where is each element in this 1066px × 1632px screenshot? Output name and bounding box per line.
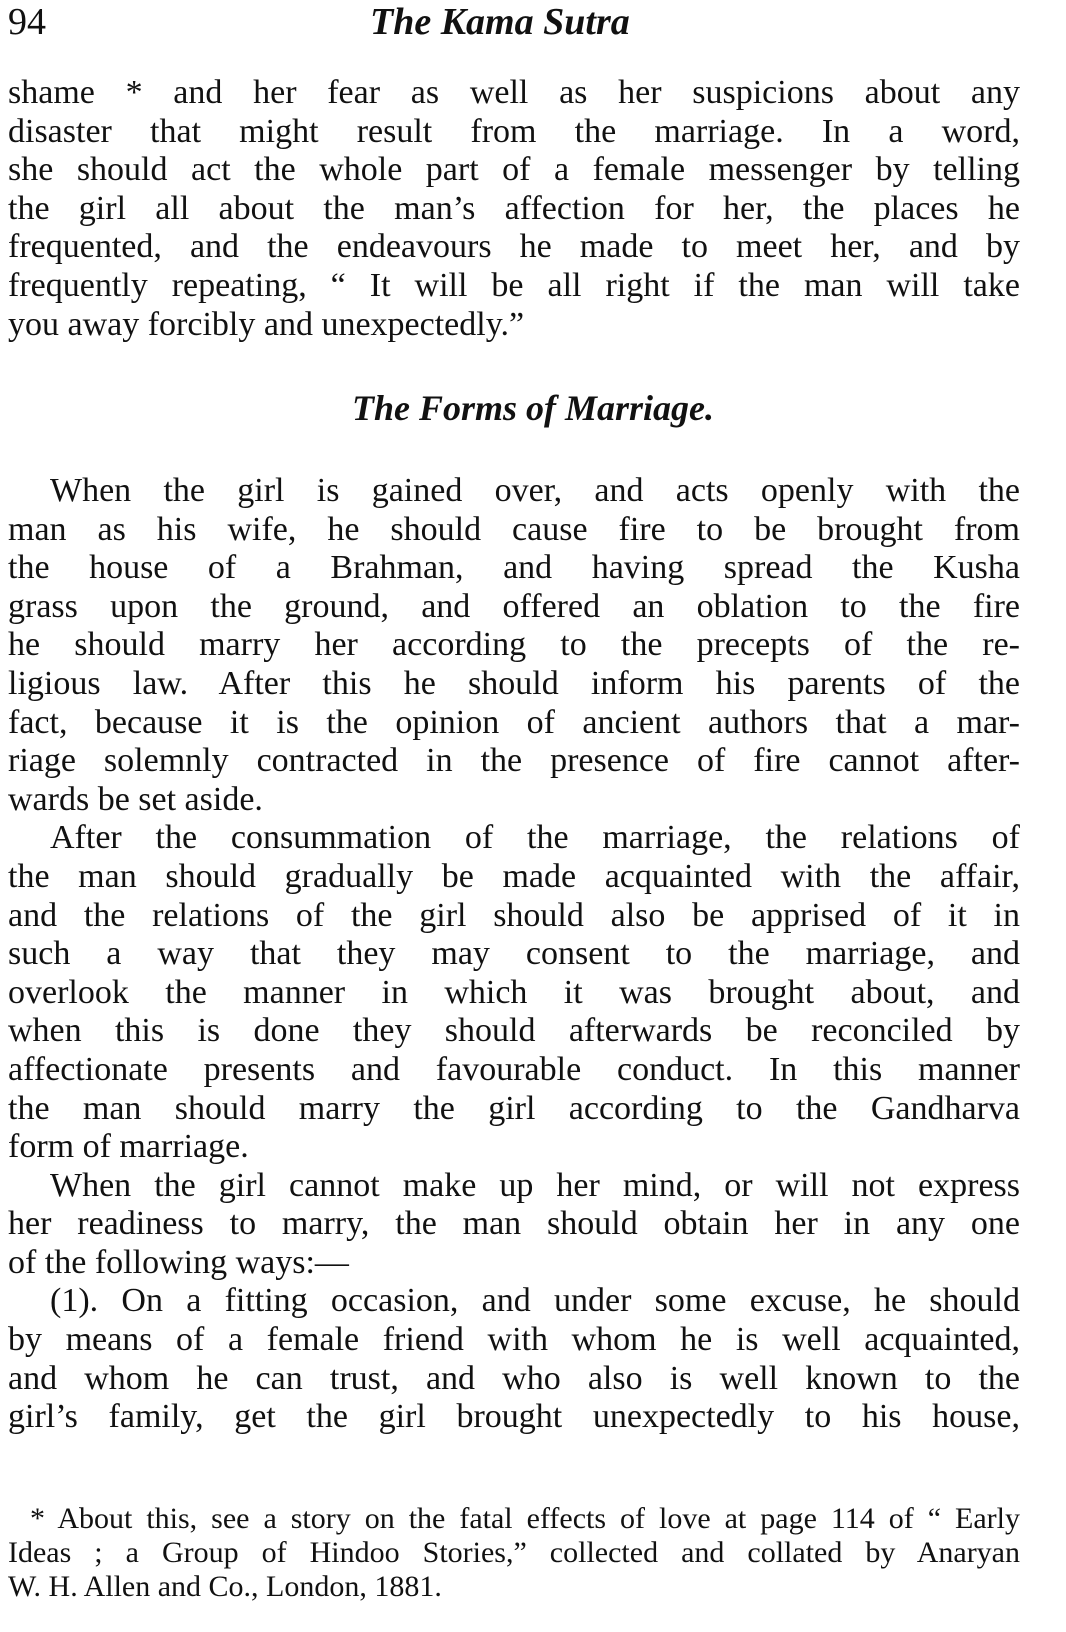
text-line: the girl all about the man’s affection for her, the places he [8, 189, 1020, 227]
text-line: he should marry her according to the precepts of the re- [8, 626, 1020, 664]
text-line: you away forcibly and unexpectedly.” [8, 305, 525, 343]
text-line: man as his wife, he should cause fire to be brought from [8, 510, 1020, 548]
text-line: wards be set aside. [8, 780, 263, 818]
text-line: the man should marry the girl according to the Gandharva [8, 1089, 1020, 1127]
text-line: by means of a female friend with whom he is well acquainted, [8, 1321, 1020, 1359]
text-line: grass upon the ground, and offered an oblation to the fire [8, 587, 1020, 625]
text-line: disaster that might result from the marriage. In a word, [8, 112, 1020, 150]
text-line: the house of a Brahman, and having spread the Kusha [8, 549, 1020, 587]
text-line: of the following ways:— [8, 1243, 349, 1281]
text-line: riage solemnly contracted in the presence of fire cannot after- [8, 742, 1020, 780]
footnote-line: W. H. Allen and Co., London, 1881. [8, 1570, 442, 1603]
text-line: frequented, and the endeavours he made to meet her, and by [8, 228, 1020, 266]
main-text [8, 472, 1020, 1437]
text-line: frequently repeating, “ It will be all right if the man will take [8, 266, 1020, 304]
text-line: overlook the manner in which it was brought about, and [8, 973, 1020, 1011]
running-title: The Kama Sutra [370, 1, 630, 43]
section-heading: The Forms of Marriage. [351, 388, 715, 428]
text-line: When the girl cannot make up her mind, or will not express [50, 1166, 1020, 1204]
text-line: ligious law. After this he should inform his parents of the [8, 664, 1020, 702]
paragraph-1 [8, 74, 1020, 344]
text-line: When the girl is gained over, and acts openly with the [50, 472, 1020, 509]
text-line: her readiness to marry, the man should obtain her in any one [8, 1205, 1020, 1243]
running-head [0, 0, 1066, 60]
text-line: form of marriage. [8, 1128, 249, 1166]
text-line: affectionate presents and favourable conduct. In this manner [8, 1050, 1020, 1088]
text-line: and the relations of the girl should also be apprised of it in [8, 896, 1020, 934]
text-line: shame * and her fear as well as her suspicions about any [8, 74, 1020, 111]
text-line: such a way that they may consent to the marriage, and [8, 935, 1020, 973]
text-line: and whom he can trust, and who also is well known to the [8, 1359, 1020, 1397]
page-number: 94 [8, 1, 46, 43]
text-line: (1). On a fitting occasion, and under some excuse, he should [50, 1282, 1020, 1320]
text-line: she should act the whole part of a female messenger by telling [8, 151, 1020, 189]
text-line: the man should gradually be made acquainted with the affair, [8, 857, 1020, 895]
text-line: when this is done they should afterwards be reconciled by [8, 1012, 1020, 1050]
text-line: After the consummation of the marriage, the relations of [50, 819, 1020, 857]
text-line: fact, because it is the opinion of ancient authors that a mar- [8, 703, 1020, 741]
footnote [8, 1502, 1020, 1604]
footnote-line: Ideas ; a Group of Hindoo Stories,” collected and collated by Anaryan [8, 1536, 1020, 1569]
footnote-line: * About this, see a story on the fatal effects of love at page 114 of “ Early [30, 1502, 1020, 1535]
text-line: girl’s family, get the girl brought unexpectedly to his house, [8, 1398, 1020, 1436]
